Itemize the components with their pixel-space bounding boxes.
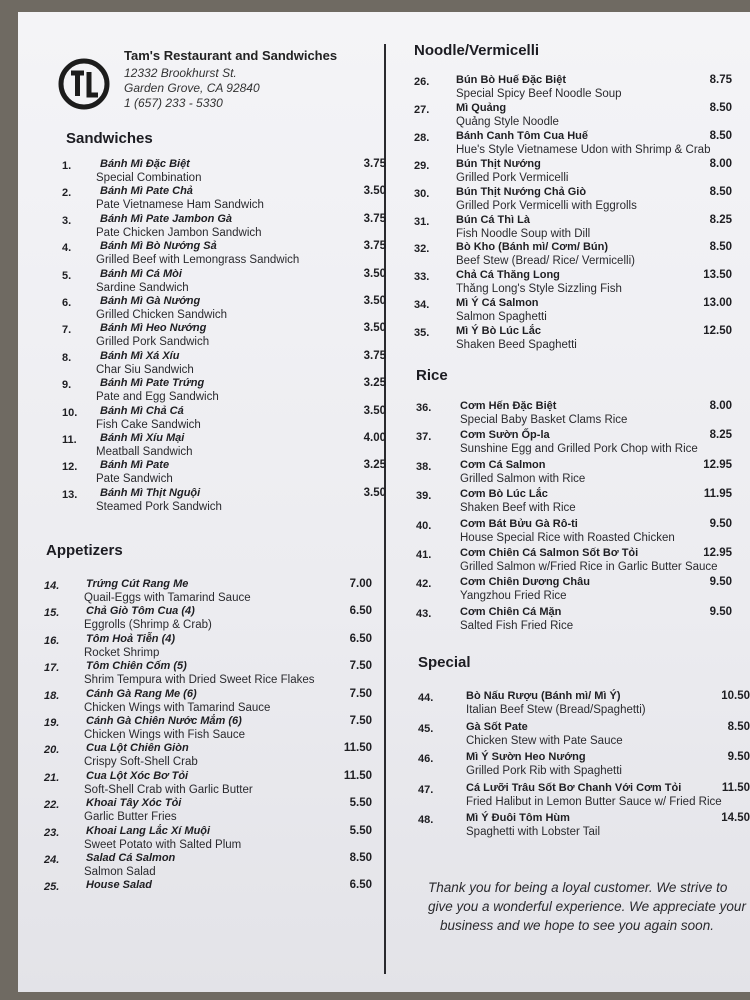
item-description: Hue's Style Vietnamese Udon with Shrimp & Crab	[456, 143, 711, 156]
item-price: 3.75	[363, 349, 386, 362]
item-number: 6.	[62, 297, 72, 309]
item-number: 24.	[44, 854, 60, 866]
thank-you-line-2: give you a wonderful experience. We appreciate your	[428, 899, 746, 914]
item-number: 22.	[44, 799, 60, 812]
item-number: 18.	[44, 689, 60, 702]
item-name: Cơm Cá Salmon	[460, 458, 546, 471]
item-price: 8.50	[727, 720, 750, 733]
item-description: Sweet Potato with Salted Plum	[84, 838, 242, 851]
item-number: 27.	[414, 103, 430, 116]
item-description: Special Spicy Beef Noodle Soup	[456, 88, 622, 100]
item-price: 7.00	[349, 578, 372, 590]
item-description: Shaken Beed Spaghetti	[456, 339, 577, 352]
item-name: Chả Giò Tôm Cua (4)	[86, 605, 195, 618]
item-description: Soft-Shell Crab with Garlic Butter	[84, 783, 253, 796]
item-price: 3.25	[363, 459, 386, 472]
thank-you-note	[428, 878, 750, 935]
item-description: Salted Fish Fried Rice	[460, 619, 574, 632]
item-name: Cánh Gà Chiên Nước Mắm (6)	[86, 715, 242, 727]
item-description: Fish Cake Sandwich	[96, 418, 201, 431]
item-price: 3.50	[363, 267, 386, 280]
item-price: 8.25	[709, 429, 732, 442]
restaurant-name: Tam's Restaurant and Sandwiches	[124, 48, 338, 63]
item-description: Grilled Pork Rib with Spaghetti	[466, 765, 622, 777]
item-price: 9.50	[709, 605, 732, 618]
item-description: Grilled Beef with Lemongrass Sandwich	[96, 254, 300, 267]
item-number: 9.	[62, 379, 72, 392]
item-description: Grilled Chicken Sandwich	[96, 309, 228, 321]
item-price: 8.50	[709, 241, 732, 254]
item-price: 6.50	[349, 879, 372, 892]
item-description: Eggrolls (Shrimp & Crab)	[84, 619, 212, 632]
item-name: Bò Kho (Bánh mì/ Cơm/ Bún)	[456, 241, 609, 254]
item-name: Tôm Chiên Cốm (5)	[86, 660, 187, 673]
item-number: 26.	[414, 76, 430, 88]
item-number: 7.	[62, 324, 72, 337]
item-description: Grilled Pork Vermicelli	[456, 171, 569, 184]
item-name: Mì Ý Đuôi Tôm Hùm	[466, 812, 570, 824]
item-description: Grilled Pork Vermicelli with Eggrolls	[456, 199, 637, 212]
item-number: 2.	[62, 187, 72, 200]
item-description: Salmon Spaghetti	[456, 311, 547, 324]
item-description: Pate Vietnamese Ham Sandwich	[96, 199, 264, 212]
menu-item	[418, 690, 750, 722]
item-description: Meatball Sandwich	[96, 446, 193, 458]
section-title-noodles: Noodle/Vermicelli	[414, 42, 540, 59]
item-price: 3.50	[363, 185, 386, 198]
item-description: Italian Beef Stew (Bread/Spaghetti)	[466, 704, 646, 716]
item-name: Mì Ý Bò Lúc Lắc	[456, 325, 541, 338]
item-name: Mì Quảng	[456, 101, 507, 114]
address-line-1: 12332 Brookhurst St.	[124, 66, 237, 80]
item-price: 13.50	[703, 269, 732, 282]
item-price: 12.95	[703, 547, 732, 559]
item-name: Cua Lột Xóc Bơ Tỏi	[86, 769, 189, 782]
item-price: 11.50	[343, 769, 372, 782]
item-name: Bánh Canh Tôm Cua Huế	[456, 129, 589, 142]
item-name: Cơm Chiên Cá Salmon Sốt Bơ Tỏi	[460, 547, 639, 559]
menu-item	[418, 721, 750, 753]
item-name: Cơm Sườn Ốp-la	[460, 429, 550, 442]
menu-item	[416, 429, 734, 461]
item-name: Cơm Hến Đặc Biệt	[460, 400, 557, 412]
item-description: Fish Noodle Soup with Dill	[456, 227, 591, 240]
item-name: Bún Bò Huế Đặc Biệt	[456, 74, 567, 86]
item-price: 3.75	[363, 158, 386, 170]
item-number: 36.	[416, 402, 432, 414]
item-number: 41.	[416, 549, 432, 561]
item-number: 8.	[62, 351, 72, 364]
item-price: 9.50	[709, 517, 732, 530]
item-number: 10.	[62, 406, 78, 419]
item-description: Pate Sandwich	[96, 473, 173, 486]
item-name: Bún Thịt Nướng Chả Giò	[456, 185, 587, 198]
menu-item	[418, 782, 750, 814]
item-price: 4.00	[363, 432, 386, 444]
item-price: 11.50	[343, 742, 372, 755]
item-description: Shrim Tempura with Dried Sweet Rice Flakes	[84, 674, 315, 687]
menu-item	[414, 325, 734, 357]
item-number: 46.	[418, 753, 434, 765]
item-price: 5.50	[349, 797, 372, 810]
item-number: 35.	[414, 327, 430, 340]
item-name: Mì Ý Sườn Heo Nướng	[466, 751, 586, 763]
item-price: 8.25	[709, 213, 732, 226]
item-price: 7.50	[349, 715, 372, 727]
item-name: Bánh Mì Đặc Biệt	[100, 158, 190, 170]
item-name: Bánh Mì Xíu Mại	[100, 432, 185, 444]
item-number: 21.	[44, 771, 60, 784]
item-number: 14.	[44, 580, 60, 592]
item-description: Sardine Sandwich	[96, 281, 189, 294]
item-description: Grilled Salmon w/Fried Rice in Garlic Butter Sauce	[460, 561, 718, 573]
item-price: 8.50	[709, 101, 732, 114]
item-price: 3.50	[363, 322, 386, 335]
item-number: 39.	[416, 490, 432, 503]
item-price: 3.50	[363, 295, 386, 307]
item-description: House Special Rice with Roasted Chicken	[460, 531, 675, 544]
item-description: Crispy Soft-Shell Crab	[84, 756, 198, 769]
item-description: Yangzhou Fried Rice	[460, 590, 567, 603]
item-name: Trứng Cút Rang Me	[86, 578, 189, 590]
item-name: Khoai Tây Xóc Tỏi	[86, 797, 182, 810]
item-number: 11.	[62, 434, 77, 446]
item-price: 9.50	[709, 576, 732, 589]
item-number: 3.	[62, 214, 72, 227]
item-price: 3.25	[363, 377, 386, 390]
item-name: Bò Nấu Rượu (Bánh mì/ Mì Ý)	[466, 690, 621, 702]
item-name: Cơm Bát Bửu Gà Rô-ti	[460, 517, 578, 530]
tl-monogram-logo	[58, 58, 110, 110]
menu-page	[18, 12, 750, 992]
item-price: 5.50	[349, 824, 372, 837]
item-number: 44.	[418, 692, 434, 704]
item-description: Chicken Wings with Fish Sauce	[84, 729, 246, 741]
item-price: 8.50	[709, 185, 732, 198]
item-name: Cua Lột Chiên Giòn	[86, 742, 189, 755]
item-description: Thăng Long's Style Sizzling Fish	[456, 283, 622, 296]
item-number: 37.	[416, 431, 432, 444]
item-price: 6.50	[349, 605, 372, 618]
menu-item	[418, 751, 750, 783]
item-name: Tôm Hoả Tiễn (4)	[86, 632, 176, 645]
item-description: Char Siu Sandwich	[96, 363, 194, 376]
item-name: Cơm Bò Lúc Lắc	[460, 488, 548, 501]
item-number: 15.	[44, 607, 60, 620]
item-price: 12.95	[703, 458, 732, 471]
item-name: Bún Thịt Nướng	[456, 157, 541, 170]
item-name: Salad Cá Salmon	[86, 852, 176, 864]
item-number: 48.	[418, 814, 434, 826]
item-description: Beef Stew (Bread/ Rice/ Vermicelli)	[456, 255, 635, 268]
item-name: Bánh Mì Pate	[100, 459, 170, 472]
thank-you-line-1: Thank you for being a loyal customer. We strive to	[428, 880, 728, 895]
item-number: 38.	[416, 460, 432, 473]
item-price: 3.50	[363, 486, 386, 499]
item-name: Chả Cá Thăng Long	[456, 269, 560, 282]
item-number: 25.	[44, 881, 60, 894]
item-number: 19.	[44, 717, 60, 729]
item-number: 29.	[414, 159, 430, 172]
menu-item	[418, 812, 750, 844]
menu-item	[416, 606, 734, 638]
item-name: Cánh Gà Rang Me (6)	[86, 687, 197, 700]
item-description: Chicken Wings with Tamarind Sauce	[84, 701, 271, 714]
item-name: Bánh Mì Pate Chả	[100, 185, 193, 198]
item-price: 8.75	[709, 74, 732, 86]
item-name: Cơm Chiên Cá Mặn	[460, 605, 562, 618]
item-description: Spaghetti with Lobster Tail	[466, 826, 601, 838]
section-title-rice: Rice	[416, 367, 448, 384]
item-name: Bánh Mì Cá Mòi	[100, 267, 182, 280]
item-name: Bún Cá Thì Là	[456, 213, 530, 226]
item-description: Rocket Shrimp	[84, 646, 160, 659]
item-number: 4.	[62, 242, 72, 255]
item-price: 14.50	[721, 812, 750, 824]
item-description: Salmon Salad	[84, 866, 156, 878]
item-description: Pate Chicken Jambon Sandwich	[96, 226, 262, 239]
item-name: Cá Lưỡi Trâu Sốt Bơ Chanh Với Cơm Tỏi	[466, 781, 682, 794]
item-number: 5.	[62, 269, 72, 282]
item-price: 3.75	[363, 240, 386, 253]
item-number: 31.	[414, 215, 430, 228]
item-number: 12.	[62, 461, 78, 474]
item-number: 17.	[44, 662, 60, 675]
item-price: 11.50	[721, 781, 750, 794]
section-title-appetizers: Appetizers	[46, 542, 123, 559]
item-number: 32.	[414, 243, 430, 256]
item-name: Bánh Mì Gà Nướng	[100, 295, 201, 307]
item-description: Chicken Stew with Pate Sauce	[466, 734, 623, 747]
item-price: 8.00	[709, 157, 732, 170]
menu-item	[44, 879, 374, 911]
item-price: 8.00	[709, 400, 732, 412]
item-name: Mì Ý Cá Salmon	[456, 297, 539, 310]
item-number: 1.	[62, 160, 72, 172]
item-price: 7.50	[349, 687, 372, 700]
item-description: Grilled Salmon with Rice	[460, 472, 586, 485]
item-name: Khoai Lang Lắc Xí Muội	[86, 824, 211, 837]
item-price: 8.50	[349, 852, 372, 864]
menu-item	[62, 487, 388, 519]
thank-you-line-3: business and we hope to see you again soon.	[440, 918, 714, 933]
item-number: 34.	[414, 299, 430, 312]
item-number: 33.	[414, 271, 430, 284]
item-price: 11.95	[703, 488, 732, 501]
item-price: 10.50	[721, 690, 750, 702]
item-description: Steamed Pork Sandwich	[96, 500, 222, 513]
item-number: 45.	[418, 722, 434, 735]
item-number: 16.	[44, 634, 60, 647]
item-price: 12.50	[703, 325, 732, 338]
item-number: 13.	[62, 488, 78, 501]
item-price: 9.50	[727, 751, 750, 763]
item-price: 3.75	[363, 212, 386, 225]
item-description: Garlic Butter Fries	[84, 811, 177, 824]
item-number: 47.	[418, 783, 434, 796]
item-number: 23.	[44, 826, 60, 839]
address-line-2: Garden Grove, CA 92840	[124, 81, 260, 95]
item-number: 20.	[44, 744, 60, 757]
item-number: 28.	[414, 131, 430, 144]
item-description: Sunshine Egg and Grilled Pork Chop with Rice	[460, 443, 698, 456]
menu-item	[416, 576, 734, 608]
item-name: Gà Sốt Pate	[466, 720, 528, 733]
item-name: House Salad	[86, 879, 153, 892]
item-description: Shaken Beef with Rice	[460, 502, 576, 515]
item-name: Bánh Mì Thịt Nguội	[100, 486, 201, 499]
item-description: Special Baby Basket Clams Rice	[460, 414, 628, 426]
item-price: 6.50	[349, 632, 372, 645]
item-description: Quail-Eggs with Tamarind Sauce	[84, 592, 251, 604]
restaurant-header	[58, 48, 378, 128]
item-name: Bánh Mì Bò Nướng Sả	[100, 240, 217, 253]
item-name: Bánh Mì Pate Trứng	[100, 377, 205, 390]
item-description: Pate and Egg Sandwich	[96, 391, 219, 404]
menu-item	[416, 518, 734, 550]
item-price: 3.50	[363, 404, 386, 417]
item-number: 42.	[416, 578, 432, 591]
menu-item	[416, 400, 734, 432]
item-description: Special Combination	[96, 172, 202, 184]
item-name: Cơm Chiên Dương Châu	[460, 576, 590, 589]
phone-number: 1 (657) 233 - 5330	[124, 96, 223, 110]
section-title-special: Special	[418, 654, 471, 671]
item-price: 7.50	[349, 660, 372, 673]
item-number: 40.	[416, 519, 432, 532]
item-number: 43.	[416, 607, 432, 620]
item-price: 8.50	[709, 129, 732, 142]
item-name: Bánh Mì Xá Xíu	[100, 349, 180, 362]
menu-item	[416, 547, 734, 579]
item-description: Grilled Pork Sandwich	[96, 336, 210, 349]
menu-item	[416, 488, 734, 520]
menu-item	[416, 459, 734, 491]
item-description: Fried Halibut in Lemon Butter Sauce w/ Fried Rice	[466, 795, 722, 808]
item-price: 13.00	[703, 297, 732, 310]
item-name: Bánh Mì Chả Cá	[100, 404, 184, 417]
item-description: Quảng Style Noodle	[456, 115, 559, 128]
item-number: 30.	[414, 187, 430, 200]
section-title-sandwiches: Sandwiches	[66, 130, 153, 147]
item-name: Bánh Mì Heo Nướng	[100, 322, 207, 335]
item-name: Bánh Mì Pate Jambon Gà	[100, 212, 233, 225]
